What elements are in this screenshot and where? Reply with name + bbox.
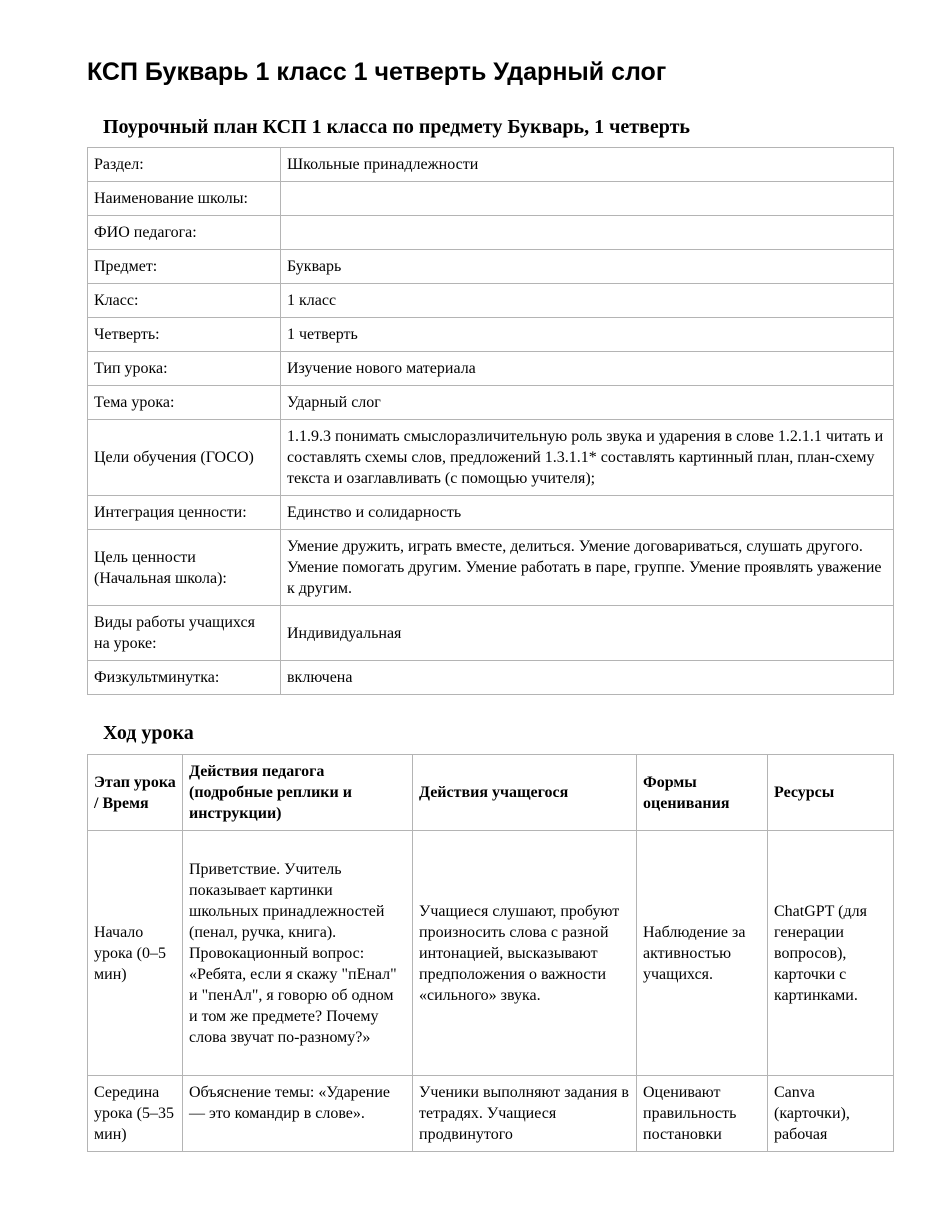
info-row-section xyxy=(88,148,894,182)
table-cell: Приветствие. Учитель показывает картинки школьных принадлежностей (пенал, ручка, книга). Провокационный вопрос: «Ребята, если я скажу "пЕнал" и "пенАл", я говорю об одном и том же предмете? Почему слова звучат по-разному?» xyxy=(183,831,413,1076)
info-row-school xyxy=(88,182,894,216)
info-value: Индивидуальная xyxy=(281,606,894,661)
table-cell: Оценивают правильность постановки xyxy=(637,1076,768,1152)
info-value xyxy=(281,182,894,216)
column-header-stage: Этап урока / Время xyxy=(88,755,183,831)
info-label: Класс: xyxy=(88,284,281,318)
table-cell: Учащиеся слушают, пробуют произносить слова с разной интонацией, высказывают предположения о важности «сильного» звука. xyxy=(413,831,637,1076)
info-row-work-types xyxy=(88,606,894,661)
info-value: 1.1.9.3 понимать смыслоразличительную роль звука и ударения в слове 1.2.1.1 читать и составлять схемы слов, предложений 1.3.1.1* составлять картинный план, план-схему текста и озаглавливать (с помощью учителя); xyxy=(281,420,894,496)
table-cell: Объяснение темы: «Ударение — это командир в слове». xyxy=(183,1076,413,1152)
info-row-lesson-topic xyxy=(88,386,894,420)
table-header-row xyxy=(88,755,894,831)
info-value: Букварь xyxy=(281,250,894,284)
table-row xyxy=(88,1076,894,1152)
info-row-grade xyxy=(88,284,894,318)
info-label: Цель ценности (Начальная школа): xyxy=(88,530,281,606)
info-row-value-goal xyxy=(88,530,894,606)
info-row-lesson-type xyxy=(88,352,894,386)
plan-subtitle: Поурочный план КСП 1 класса по предмету Букварь, 1 четверть xyxy=(103,116,690,138)
info-label: Тема урока: xyxy=(88,386,281,420)
table-cell: Наблюдение за активностью учащихся. xyxy=(637,831,768,1076)
info-row-subject xyxy=(88,250,894,284)
table-cell: Canva (карточки), рабочая xyxy=(768,1076,894,1152)
info-label: Интеграция ценности: xyxy=(88,496,281,530)
column-header-student-actions: Действия учащегося xyxy=(413,755,637,831)
info-label: Раздел: xyxy=(88,148,281,182)
info-row-quarter xyxy=(88,318,894,352)
info-label: Цели обучения (ГОСО) xyxy=(88,420,281,496)
lesson-progress-table xyxy=(87,754,894,1152)
info-value: Ударный слог xyxy=(281,386,894,420)
info-label: ФИО педагога: xyxy=(88,216,281,250)
info-value: 1 четверть xyxy=(281,318,894,352)
table-cell: ChatGPT (для генерации вопросов), карточки с картинками. xyxy=(768,831,894,1076)
column-header-resources: Ресурсы xyxy=(768,755,894,831)
table-row xyxy=(88,831,894,1076)
column-header-teacher-actions: Действия педагога (подробные реплики и инструкции) xyxy=(183,755,413,831)
info-label: Тип урока: xyxy=(88,352,281,386)
info-value: 1 класс xyxy=(281,284,894,318)
table-cell: Ученики выполняют задания в тетрадях. Учащиеся продвинутого xyxy=(413,1076,637,1152)
info-value: Школьные принадлежности xyxy=(281,148,894,182)
info-label: Предмет: xyxy=(88,250,281,284)
info-row-value-integration xyxy=(88,496,894,530)
lesson-info-table xyxy=(87,147,894,695)
info-label: Виды работы учащихся на уроке: xyxy=(88,606,281,661)
info-value: Единство и солидарность xyxy=(281,496,894,530)
column-header-assessment: Формы оценивания xyxy=(637,755,768,831)
info-value xyxy=(281,216,894,250)
info-value: Умение дружить, играть вместе, делиться. Умение договариваться, слушать другого. Умение помогать другим. Умение работать в паре, группе. Умение проявлять уважение к другим. xyxy=(281,530,894,606)
info-value: включена xyxy=(281,661,894,695)
info-row-learning-goals xyxy=(88,420,894,496)
info-row-physical-break xyxy=(88,661,894,695)
info-value: Изучение нового материала xyxy=(281,352,894,386)
info-label: Физкультминутка: xyxy=(88,661,281,695)
table-cell: Середина урока (5–35 мин) xyxy=(88,1076,183,1152)
info-label: Четверть: xyxy=(88,318,281,352)
table-cell: Начало урока (0–5 мин) xyxy=(88,831,183,1076)
info-label: Наименование школы: xyxy=(88,182,281,216)
info-row-teacher xyxy=(88,216,894,250)
page-title: КСП Букварь 1 класс 1 четверть Ударный слог xyxy=(87,58,667,86)
lesson-progress-heading: Ход урока xyxy=(103,722,194,744)
